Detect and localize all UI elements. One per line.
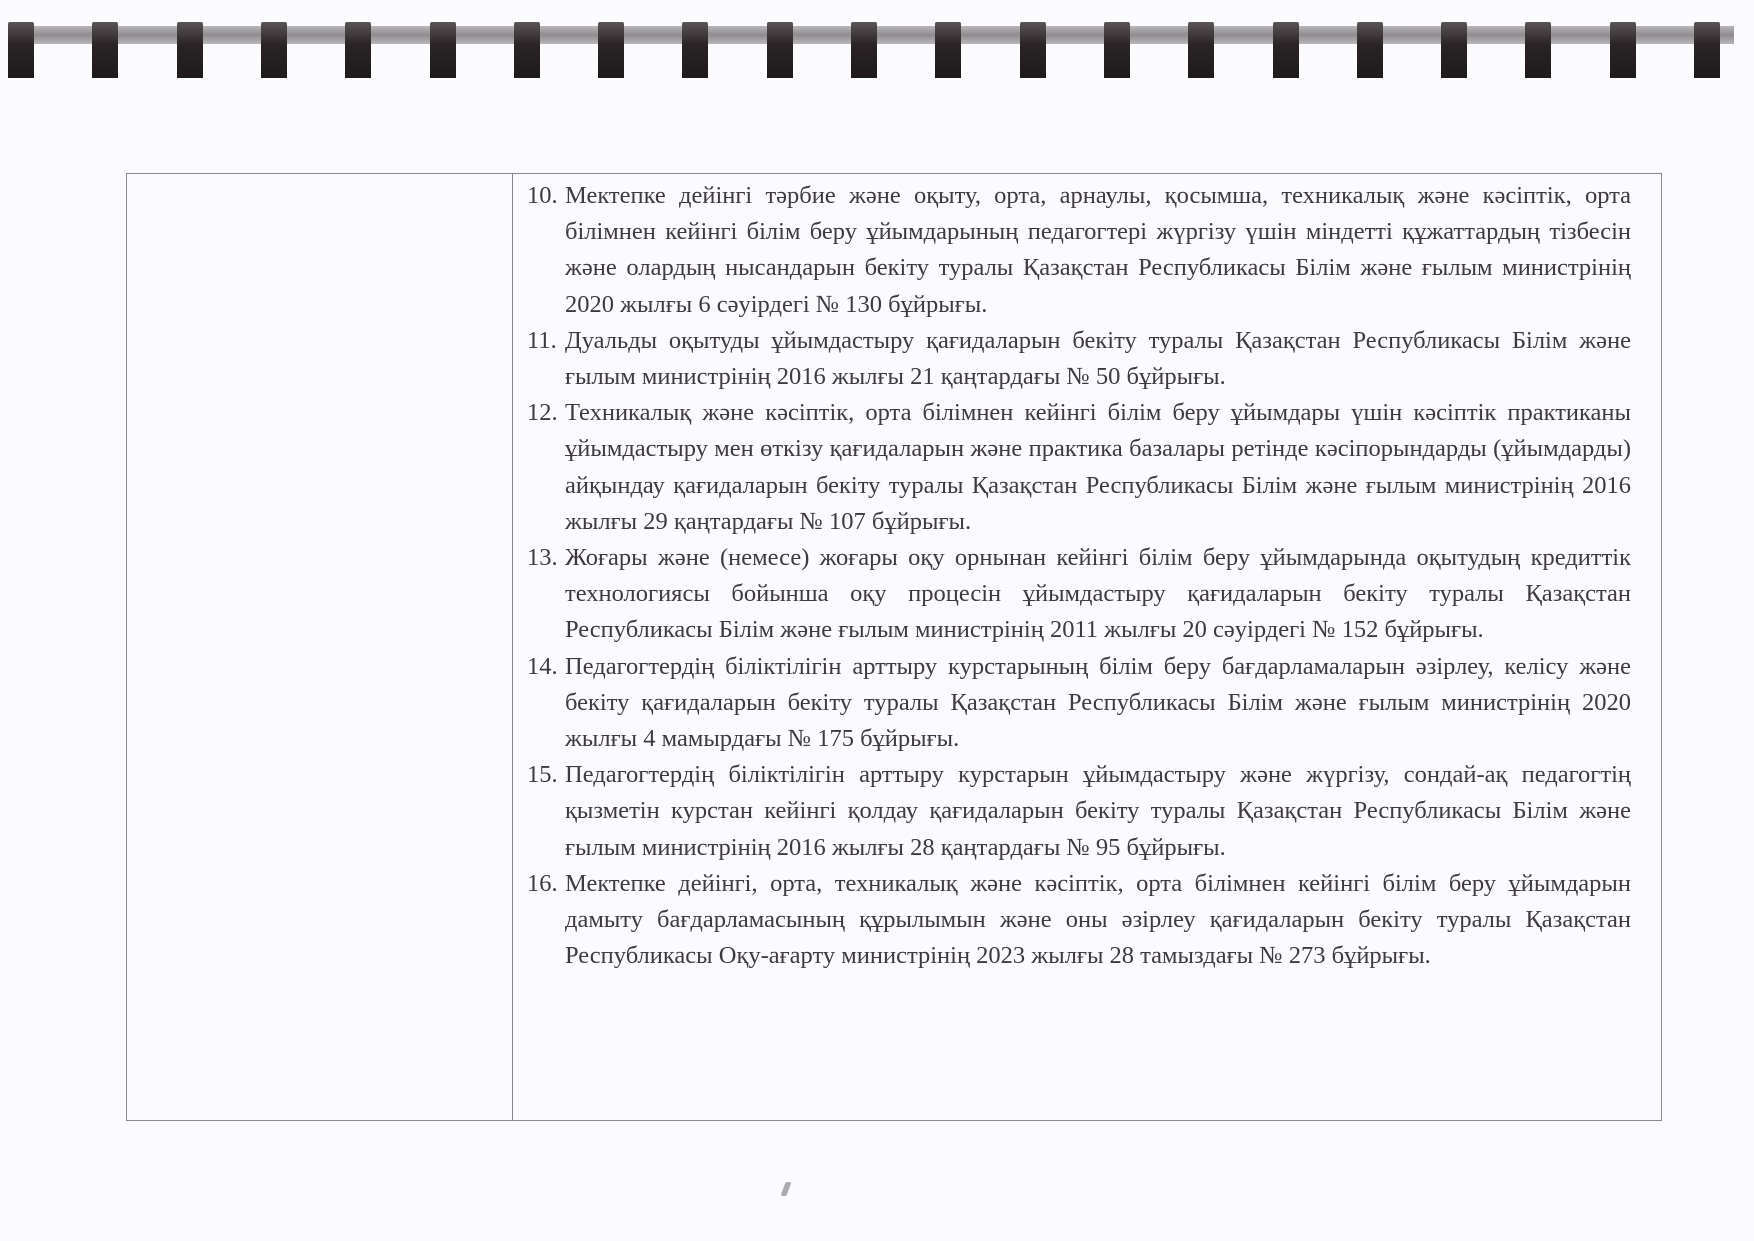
binding-ring	[935, 22, 961, 78]
item-number: 12.	[527, 399, 558, 427]
binding-ring	[1357, 22, 1383, 78]
binding-ring	[1694, 22, 1720, 78]
table-right-cell	[513, 174, 1661, 1120]
item-text: Педагогтердің біліктілігін арттыру курстарының білім беру бағдарламаларын әзірлеу, келісу және бекіту қағидаларын бекіту туралы Қазақстан Республикасы Білім және ғылым министрінің 2020 жылғы 4 мамырдағы № 175 бұйрығы.	[565, 652, 1631, 753]
binding-ring	[514, 22, 540, 78]
binding-ring	[767, 22, 793, 78]
item-text: Мектепке дейінгі тәрбие және оқыту, орта, арнаулы, қосымша, техникалық және кәсіптік, орта білімнен кейінгі білім беру ұйымдарының педагогтері жүргізу үшін міндетті құжаттардың тізбесін және олардың нысандарын бекіту туралы Қазақстан Республикасы Білім және ғылым министрінің 2020 жылғы 6 сәуірдегі № 130 бұйрығы.	[565, 182, 1631, 318]
item-text: Мектепке дейінгі, орта, техникалық және кәсіптік, орта білімнен кейінгі білім беру ұйымдарын дамыту бағдарламасының құрылымын және оны әзірлеу қағидаларын бекіту туралы Қазақстан Республикасы Оқу-ағарту министрінің 2023 жылғы 28 тамыздағы № 273 бұйрығы.	[565, 869, 1631, 970]
list-item	[527, 395, 1631, 540]
binding-ring	[345, 22, 371, 78]
binding-ring	[851, 22, 877, 78]
item-number: 16.	[527, 869, 558, 897]
list-item	[527, 178, 1631, 323]
item-number: 14.	[527, 652, 558, 680]
list-item	[527, 540, 1631, 649]
document-table	[126, 173, 1662, 1121]
list-item	[527, 757, 1631, 866]
binding-ring	[92, 22, 118, 78]
pen-mark	[780, 1182, 791, 1196]
binding-ring	[177, 22, 203, 78]
item-number: 11.	[527, 326, 557, 354]
binding-ring	[1441, 22, 1467, 78]
binding-ring	[430, 22, 456, 78]
binding-ring	[682, 22, 708, 78]
binding-ring	[8, 22, 34, 78]
list-item	[527, 323, 1631, 395]
regulation-list	[527, 178, 1631, 974]
item-text: Техникалық және кәсіптік, орта білімнен кейінгі білім беру ұйымдары үшін кәсіптік практиканы ұйымдастыру мен өткізу қағидаларын және практика базалары ретінде кәсіпорындарды (ұйымдарды) айқындау қағидаларын бекіту туралы Қазақстан Республикасы Білім және ғылым министрінің 2016 жылғы 29 қаңтардағы № 107 бұйрығы.	[565, 399, 1631, 535]
binding-ring	[261, 22, 287, 78]
list-item	[527, 866, 1631, 975]
item-number: 13.	[527, 544, 558, 572]
list-item	[527, 649, 1631, 758]
binding-ring	[1104, 22, 1130, 78]
item-text: Педагогтердің біліктілігін арттыру курстарын ұйымдастыру және жүргізу, сондай-ақ педагогтің қызметін курстан кейінгі қолдау қағидаларын бекіту туралы Қазақстан Республикасы Білім және ғылым министрінің 2016 жылғы 28 қаңтардағы № 95 бұйрығы.	[565, 761, 1631, 861]
binding-ring	[1610, 22, 1636, 78]
binding-ring	[1273, 22, 1299, 78]
item-text: Жоғары және (немесе) жоғары оқу орнынан кейінгі білім беру ұйымдарында оқытудың кредиттік технологиясы бойынша оқу процесін ұйымдастыру қағидаларын бекіту туралы Қазақстан Республикасы Білім және ғылым министрінің 2011 жылғы 20 сәуірдегі № 152 бұйрығы.	[565, 544, 1631, 644]
table-left-cell	[127, 174, 513, 1120]
item-text: Дуальды оқытуды ұйымдастыру қағидаларын бекіту туралы Қазақстан Республикасы Білім және ғылым министрінің 2016 жылғы 21 қаңтардағы № 50 бұйрығы.	[565, 326, 1631, 391]
item-number: 15.	[527, 761, 558, 789]
spiral-binding	[0, 0, 1754, 80]
binding-ring	[1020, 22, 1046, 78]
item-number: 10.	[527, 182, 558, 209]
binding-ring	[1188, 22, 1214, 78]
binding-ring	[1525, 22, 1551, 78]
binding-ring	[598, 22, 624, 78]
